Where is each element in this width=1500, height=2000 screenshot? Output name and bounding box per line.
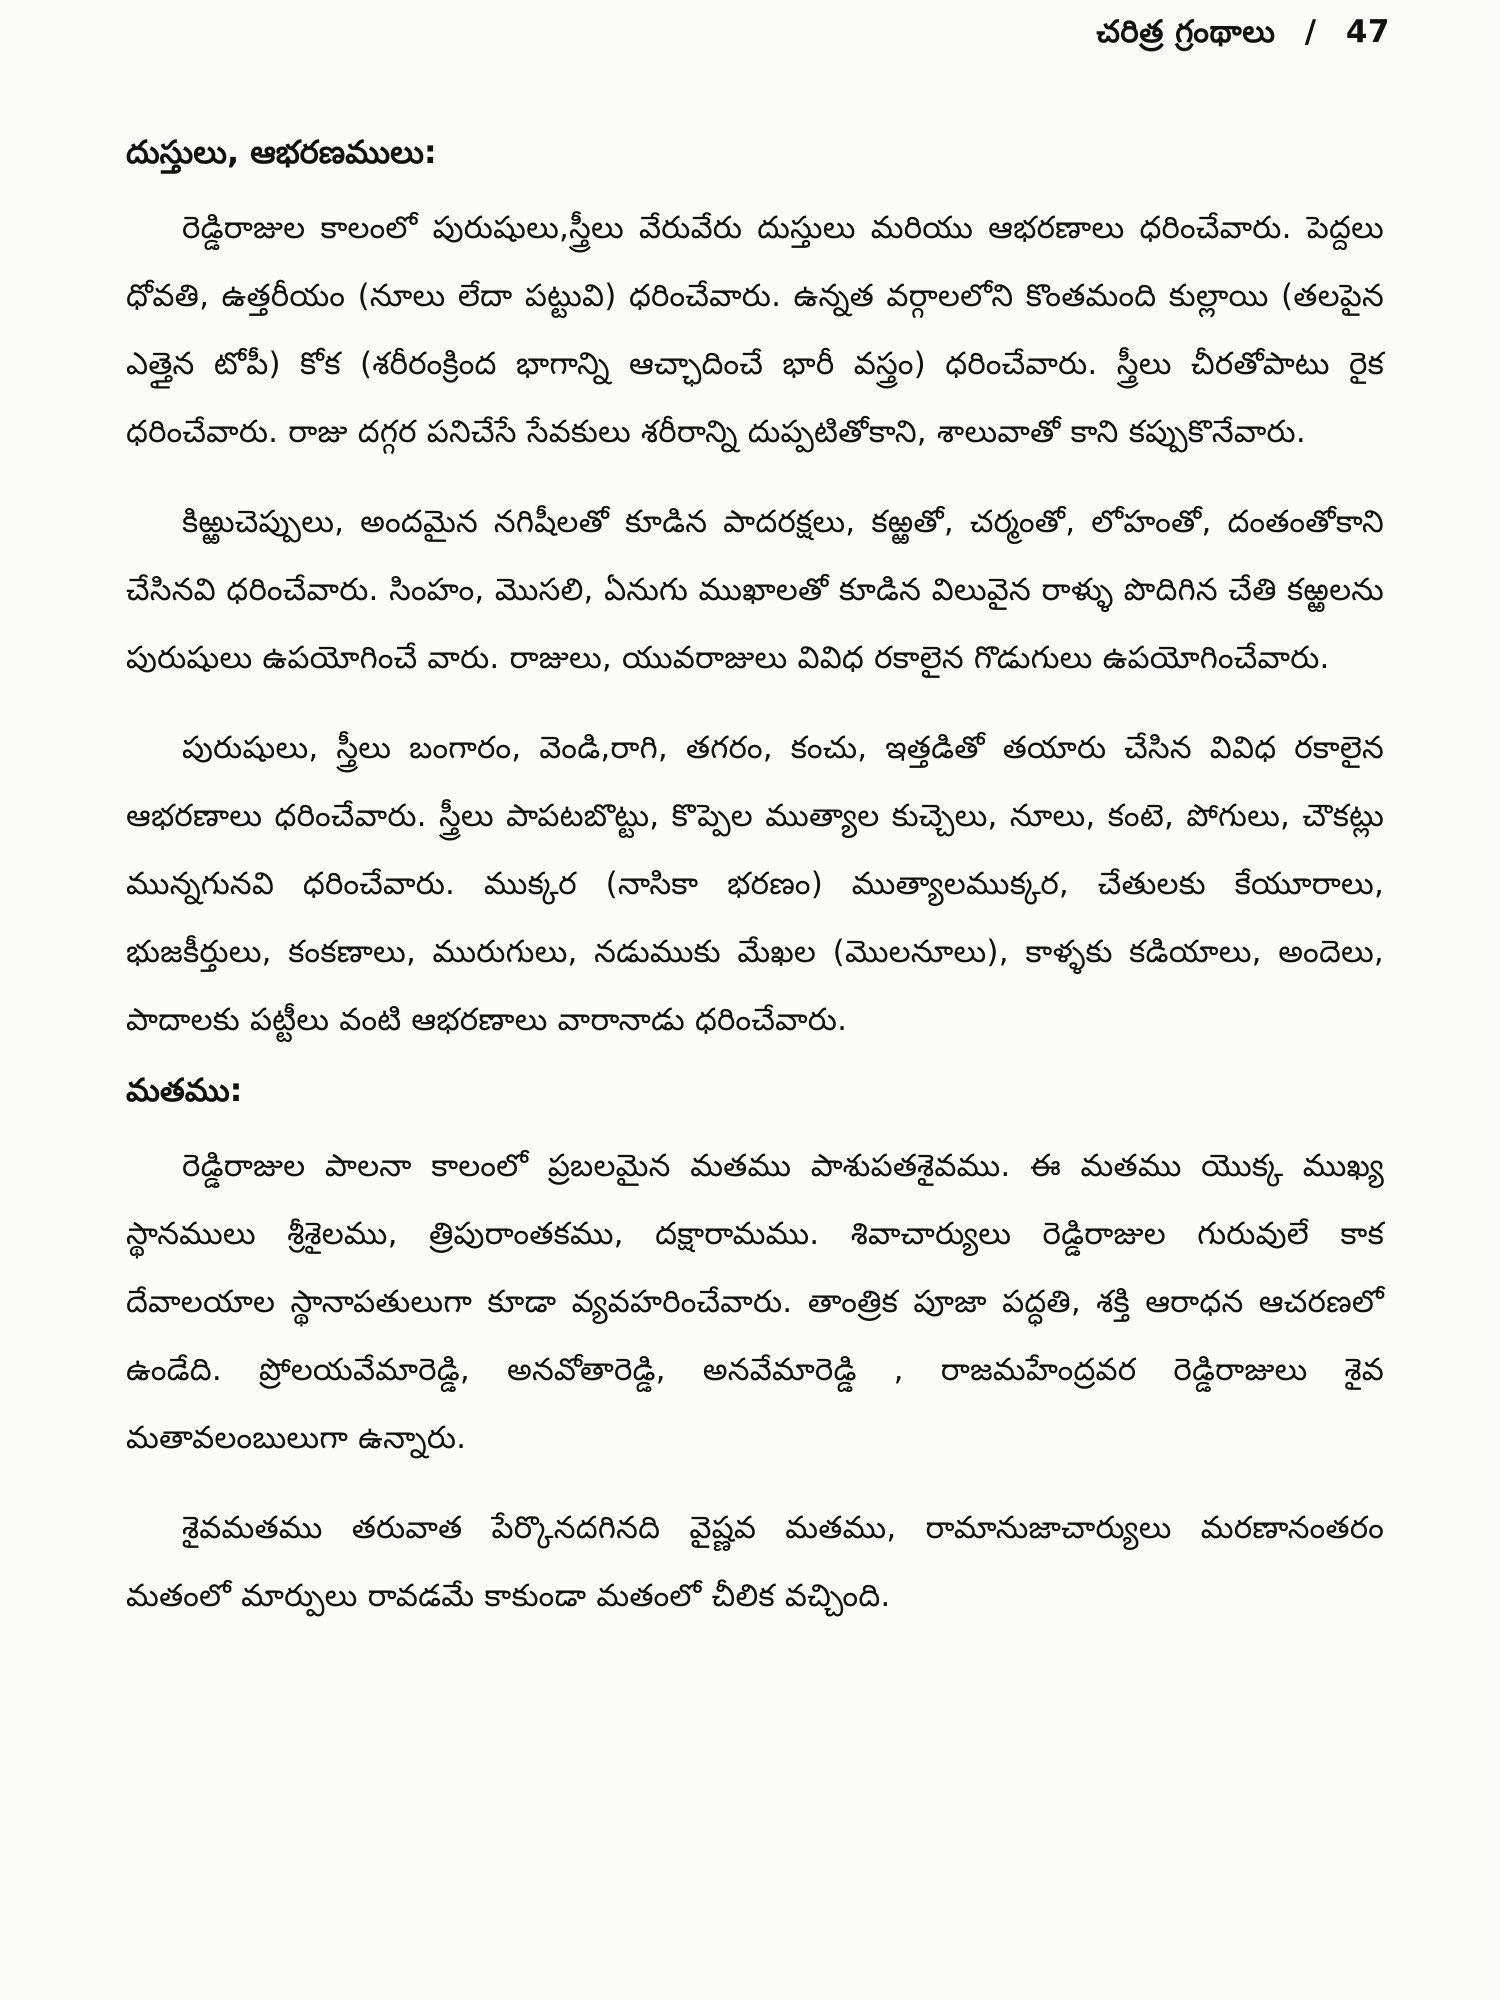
running-header — [1096, 14, 1390, 57]
section-heading-religion: మతము: — [126, 1071, 243, 1109]
paragraph: కిఱ్ఱుచెప్పులు, అందమైన నగిషీలతో కూడిన పాదరక్షలు, కఱ్ఱతో, చర్మంతో, లోహంతో, దంతంతోకాని చేసినవి ధరించేవారు. సింహం, మొసలి, ఏనుగు ముఖాలతో కూడిన విలువైన రాళ్ళు పొదిగిన చేతి కఱ్ఱలను పురుషులు ఉపయోగించే వారు. రాజులు, యువరాజులు వివిధ రకాలైన గొడుగులు ఉపయోగించేవారు. — [126, 504, 1384, 676]
page-body — [126, 128, 1384, 1652]
paragraph: శైవమతము తరువాత పేర్కొనదగినది వైష్ణవ మతము, రామానుజాచార్యులు మరణానంతరం మతంలో మార్పులు రావడమే కాకుండా మతంలో చీలిక వచ్చింది. — [126, 1510, 1384, 1614]
page-number: 47 — [1345, 14, 1390, 50]
paragraph: రెడ్డిరాజుల పాలనా కాలంలో ప్రబలమైన మతము పాశుపతశైవము. ఈ మతము యొక్క ముఖ్య స్థానములు శ్రీశైలము, త్రిపురాంతకము, దక్షారామము. శివాచార్యులు రెడ్డిరాజుల గురువులే కాక దేవాలయాల స్థానాపతులుగా కూడా వ్యవహరించేవారు. తాంత్రిక పూజా పద్ధతి, శక్తి ఆరాధన ఆచరణలో ఉండేది. ప్రోలయవేమారెడ్డి, అనవోతారెడ్డి, అనవేమారెడ్డి , రాజమహేంద్రవర రెడ్డిరాజులు శైవ మతావలంబులుగా ఉన్నారు. — [126, 1148, 1384, 1456]
paragraph: రెడ్డిరాజుల కాలంలో పురుషులు,స్త్రీలు వేరువేరు దుస్తులు మరియు ఆభరణాలు ధరించేవారు. పెద్దలు ధోవతి, ఉత్తరీయం (నూలు లేదా పట్టువి) ధరించేవారు. ఉన్నత వర్గాలలోని కొంతమంది కుల్లాయి (తలపైన ఎత్తైన టోపీ) కోక (శరీరంక్రింద భాగాన్ని ఆచ్ఛాదించే భారీ వస్త్రం) ధరించేవారు. స్త్రీలు చీరతోపాటు రైక ధరించేవారు. రాజు దగ్గర పనిచేసే సేవకులు శరీరాన్ని దుప్పటితోకాని, శాలువాతో కాని కప్పుకొనేవారు. — [126, 210, 1384, 450]
chapter-title: చరిత్ర గ్రంథాలు — [1096, 14, 1276, 50]
header-separator: / — [1304, 14, 1317, 50]
paragraph: పురుషులు, స్త్రీలు బంగారం, వెండి,రాగి, తగరం, కంచు, ఇత్తడితో తయారు చేసిన వివిధ రకాలైన ఆభరణాలు ధరించేవారు. స్త్రీలు పాపటబొట్టు, కొప్పెల ముత్యాల కుచ్చెలు, నూలు, కంటె, పోగులు, చౌకట్లు మున్నగునవి ధరించేవారు. ముక్కర (నాసికా భరణం) ముత్యాలముక్కర, చేతులకు కేయూరాలు, భుజకీర్తులు, కంకణాలు, మురుగులు, నడుముకు మేఖల (మొలనూలు), కాళ్ళకు కడియాలు, అందెలు, పాదాలకు పట్టీలు వంటి ఆభరణాలు వారానాడు ధరించేవారు. — [126, 730, 1384, 1038]
section-heading-clothing: దుస్తులు, ఆభరణములు: — [126, 133, 437, 171]
